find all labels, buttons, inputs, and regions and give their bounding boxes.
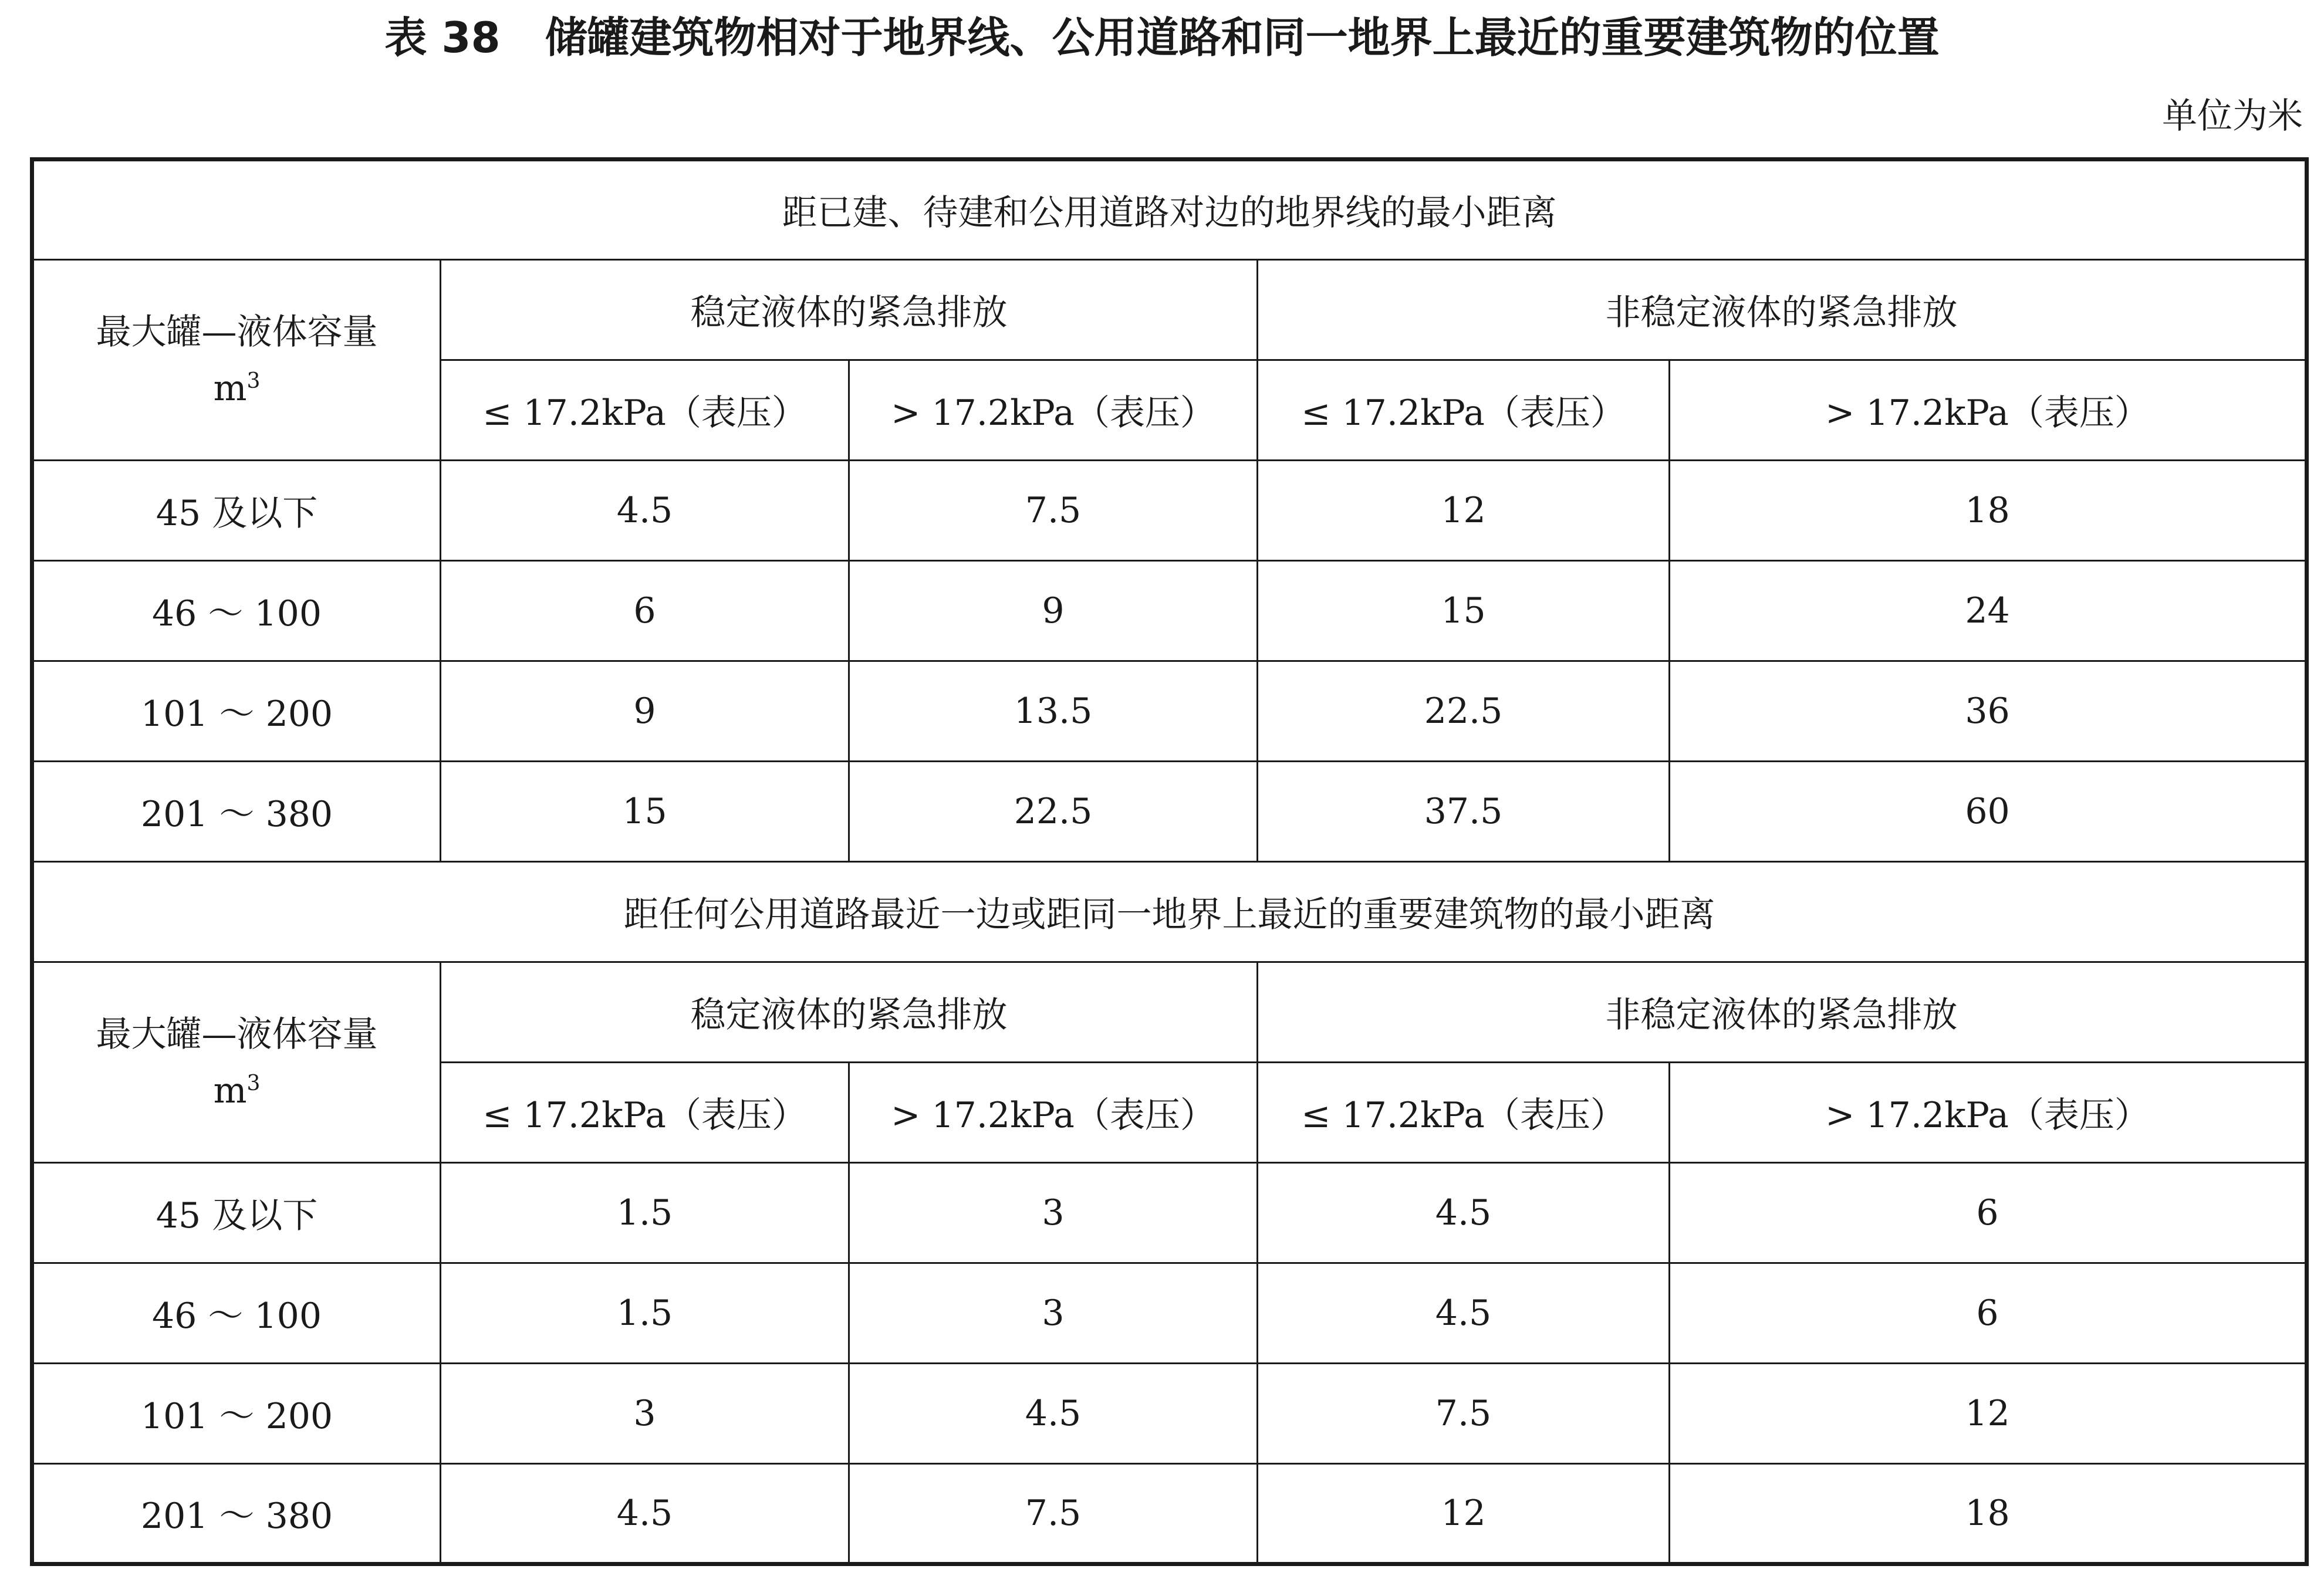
table-row: [32, 1364, 2307, 1464]
stable-gt-cell: 13.5: [849, 661, 1258, 762]
group-unstable-header: 非稳定液体的紧急排放: [1258, 260, 2307, 360]
table-row: [32, 561, 2307, 661]
stable-gt-cell: 4.5: [849, 1364, 1258, 1464]
unstable-gt-cell: 24: [1670, 561, 2307, 661]
stable-le-cell: 1.5: [441, 1263, 849, 1364]
capacity-unit: $m^3$: [213, 1070, 261, 1111]
capacity-cell: 45 及以下: [32, 1163, 441, 1263]
capacity-cell: 201 ～ 380: [32, 762, 441, 862]
stable-gt-cell: 3: [849, 1163, 1258, 1263]
stable-gt-cell: 7.5: [849, 461, 1258, 561]
table-row: [32, 1163, 2307, 1263]
stable-le-header: ≤ 17.2kPa（表压）: [441, 1063, 849, 1163]
distance-table: [30, 157, 2309, 1566]
group-stable-header: 稳定液体的紧急排放: [441, 260, 1258, 360]
capacity-cell: 101 ～ 200: [32, 661, 441, 762]
stable-gt-cell: 7.5: [849, 1464, 1258, 1564]
capacity-cell: 101 ～ 200: [32, 1364, 441, 1464]
section-heading: 距任何公用道路最近一边或距同一地界上最近的重要建筑物的最小距离: [32, 862, 2307, 962]
section-heading: 距已建、待建和公用道路对边的地界线的最小距离: [32, 160, 2307, 260]
stable-le-cell: 9: [441, 661, 849, 762]
unstable-gt-cell: 18: [1670, 461, 2307, 561]
stable-le-cell: 15: [441, 762, 849, 862]
unstable-gt-cell: 60: [1670, 762, 2307, 862]
table-row: [32, 661, 2307, 762]
capacity-unit: $m^3$: [213, 367, 261, 409]
capacity-cell: 46 ～ 100: [32, 1263, 441, 1364]
unstable-le-cell: 22.5: [1258, 661, 1670, 762]
unstable-gt-header: > 17.2kPa（表压）: [1670, 360, 2307, 461]
table-row: [32, 461, 2307, 561]
unstable-gt-cell: 6: [1670, 1263, 2307, 1364]
unstable-le-cell: 7.5: [1258, 1364, 1670, 1464]
stable-gt-cell: 22.5: [849, 762, 1258, 862]
stable-le-header: ≤ 17.2kPa（表压）: [441, 360, 849, 461]
capacity-cell: 46 ～ 100: [32, 561, 441, 661]
unstable-le-cell: 4.5: [1258, 1163, 1670, 1263]
unstable-gt-header: > 17.2kPa（表压）: [1670, 1063, 2307, 1163]
stable-gt-cell: 3: [849, 1263, 1258, 1364]
unstable-le-cell: 12: [1258, 1464, 1670, 1564]
unit-note: 单位为米: [2162, 96, 2303, 137]
unstable-le-header: ≤ 17.2kPa（表压）: [1258, 1063, 1670, 1163]
capacity-header-cell: [32, 260, 441, 461]
table-row: [32, 1263, 2307, 1364]
capacity-header: 最大罐—液体容量: [96, 1013, 378, 1055]
stable-le-cell: 6: [441, 561, 849, 661]
unstable-le-cell: 12: [1258, 461, 1670, 561]
table-row: [32, 1464, 2307, 1564]
stable-gt-header: > 17.2kPa（表压）: [849, 360, 1258, 461]
unstable-gt-cell: 18: [1670, 1464, 2307, 1564]
group-header-row: [32, 962, 2307, 1063]
unstable-le-cell: 4.5: [1258, 1263, 1670, 1364]
table-title: 储罐建筑物相对于地界线、公用道路和同一地界上最近的重要建筑物的位置: [545, 13, 1940, 62]
group-header-row: [32, 260, 2307, 360]
stable-le-cell: 4.5: [441, 461, 849, 561]
unstable-gt-cell: 6: [1670, 1163, 2307, 1263]
capacity-header: 最大罐—液体容量: [96, 311, 378, 353]
stable-le-cell: 1.5: [441, 1163, 849, 1263]
section-heading-row: [32, 160, 2307, 260]
capacity-cell: 45 及以下: [32, 461, 441, 561]
unstable-le-cell: 15: [1258, 561, 1670, 661]
table-caption: [0, 8, 2324, 67]
table-row: [32, 762, 2307, 862]
stable-gt-header: > 17.2kPa（表压）: [849, 1063, 1258, 1163]
group-unstable-header: 非稳定液体的紧急排放: [1258, 962, 2307, 1063]
capacity-header-cell: [32, 962, 441, 1163]
table-number: 表 38: [384, 13, 501, 62]
section-heading-row: [32, 862, 2307, 962]
group-stable-header: 稳定液体的紧急排放: [441, 962, 1258, 1063]
unstable-gt-cell: 36: [1670, 661, 2307, 762]
unstable-le-header: ≤ 17.2kPa（表压）: [1258, 360, 1670, 461]
stable-le-cell: 4.5: [441, 1464, 849, 1564]
stable-le-cell: 3: [441, 1364, 849, 1464]
capacity-cell: 201 ～ 380: [32, 1464, 441, 1564]
stable-gt-cell: 9: [849, 561, 1258, 661]
unstable-le-cell: 37.5: [1258, 762, 1670, 862]
unstable-gt-cell: 12: [1670, 1364, 2307, 1464]
